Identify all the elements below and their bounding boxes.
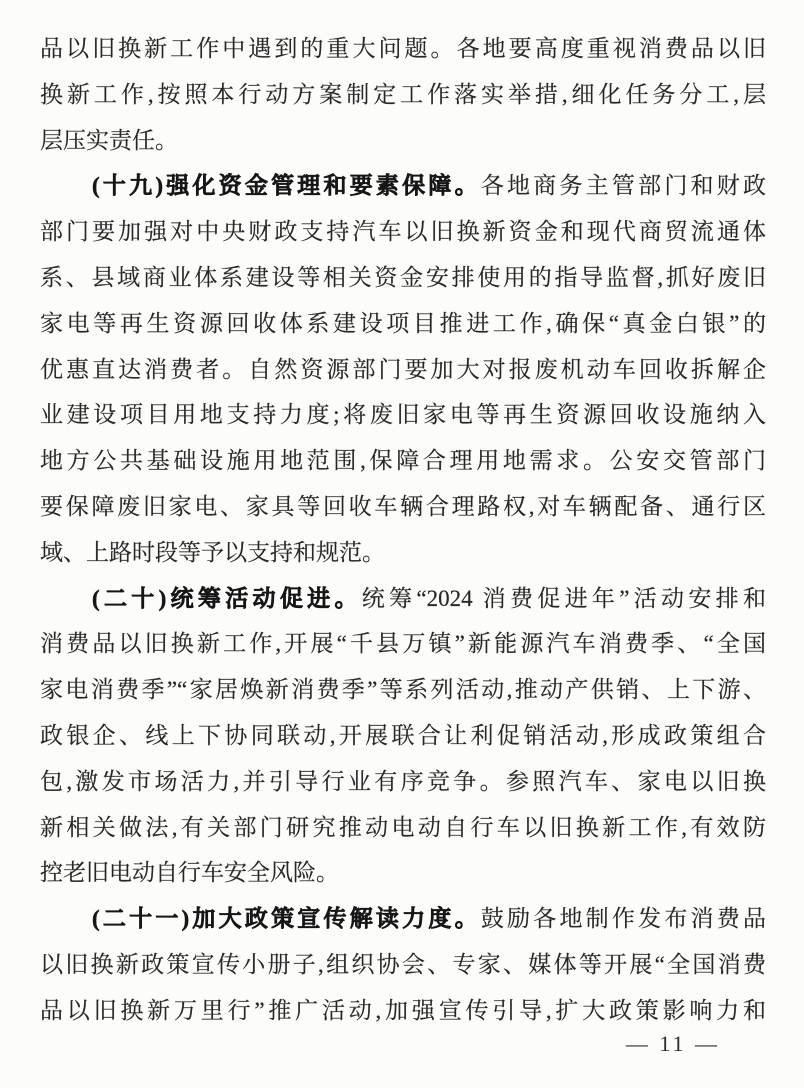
text-line: 优惠直达消费者。自然资源部门要加大对报废机动车回收拆解企 — [40, 356, 766, 382]
text-line: 控老旧电动自行车安全风险。 — [40, 860, 339, 886]
document-content — [40, 26, 766, 1034]
section-heading: (十九)强化资金管理和要素保障。 — [92, 173, 481, 199]
page-number: — 11 — — [625, 1031, 720, 1056]
text-line: 系、县域商业体系建设等相关资金安排使用的指导监督,抓好废旧 — [40, 264, 766, 290]
text-line: 品以旧换新工作中遇到的重大问题。各地要高度重视消费品以旧 — [40, 36, 766, 61]
text-line: 消费品以旧换新工作,开展“千县万镇”新能源汽车消费季、“全国 — [40, 631, 766, 657]
text-line: 业建设项目用地支持力度;将废旧家电等再生资源回收设施纳入 — [40, 402, 766, 428]
page-footer — [626, 1031, 720, 1057]
text-line: 层压实责任。 — [40, 127, 178, 153]
section-heading: (二十)统筹活动促进。 — [92, 585, 362, 611]
text-line: 家电等再生资源回收体系建设项目推进工作,确保“真金白银”的 — [40, 310, 766, 336]
text-line: 要保障废旧家电、家具等回收车辆合理路权,对车辆配备、通行区 — [40, 493, 766, 519]
paragraph-1 — [40, 26, 766, 163]
text-line: 政银企、线上下协同联动,开展联合让利促销活动,形成政策组合 — [40, 722, 766, 748]
text-line: (二十一)加大政策宣传解读力度。鼓励各地制作发布消费品 — [92, 906, 766, 932]
text-line: 品以旧换新万里行”推广活动,加强宣传引导,扩大政策影响力和 — [40, 997, 766, 1023]
text-line: (二十)统筹活动促进。统筹“2024 消费促进年”活动安排和 — [92, 585, 766, 611]
text-line: 地方公共基础设施用地范围,保障合理用地需求。公安交管部门 — [40, 448, 766, 474]
section-heading: (二十一)加大政策宣传解读力度。 — [92, 906, 481, 932]
paragraph-2 — [40, 163, 766, 575]
paragraph-3 — [40, 576, 766, 897]
text-line: 换新工作,按照本行动方案制定工作落实举措,细化任务分工,层 — [40, 81, 766, 107]
paragraph-4 — [40, 896, 766, 1033]
text-line: 家电消费季”“家居焕新消费季”等系列活动,推动产供销、上下游、 — [40, 677, 766, 703]
text-line: (十九)强化资金管理和要素保障。各地商务主管部门和财政 — [92, 173, 766, 199]
text-line: 包,激发市场活力,并引导行业有序竞争。参照汽车、家电以旧换 — [40, 768, 766, 794]
text-line: 以旧换新政策宣传小册子,组织协会、专家、媒体等开展“全国消费 — [40, 951, 766, 977]
text-line: 新相关做法,有关部门研究推动电动自行车以旧换新工作,有效防 — [40, 814, 766, 840]
text-line: 部门要加强对中央财政支持汽车以旧换新资金和现代商贸流通体 — [40, 219, 766, 245]
text-line: 域、上路时段等予以支持和规范。 — [40, 539, 385, 565]
